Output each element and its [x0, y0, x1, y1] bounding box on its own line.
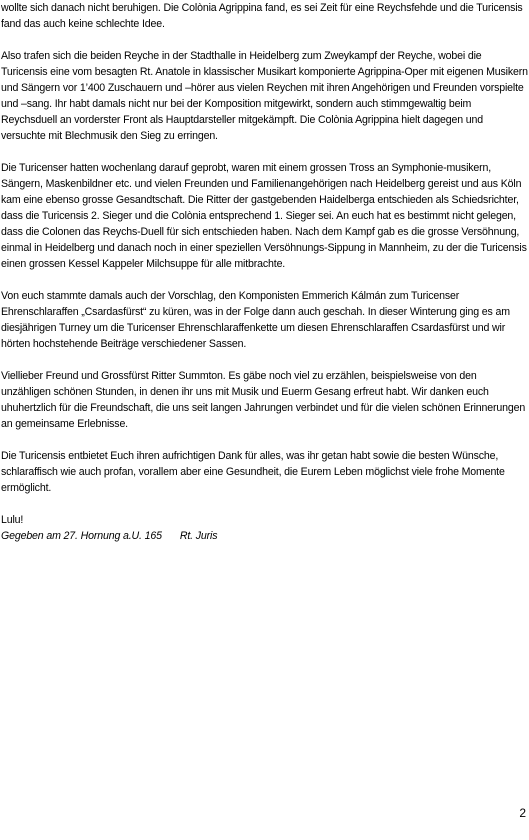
page-number: 2: [519, 806, 526, 820]
paragraph-reychsfehde: wollte sich danach nicht beruhigen. Die Colònia Agrippina fand, es sei Zeit für eine Reychsfehde und die Turicensis fand das auch keine schlechte Idee.: [1, 2, 523, 30]
paragraph-dank: Die Turicensis entbietet Euch ihren aufrichtigen Dank für alles, was ihr getan habt sowie die besten Wünsche, schlaraffisch wie auch profan, vorallem aber eine Gesundheit, die Eurem Leben möglichst viele frohe Momente ermöglicht.: [1, 450, 505, 494]
paragraph-freundschaft: Viellieber Freund und Grossfürst Ritter Summton. Es gäbe noch viel zu erzählen, beispielsweise von den unzähligen schönen Stunden, in denen ihr uns mit Musik und Euerm Gesang erfreut habt. Wir danken euch uhuhertzlich für die Freundschaft, die uns seit langen Jahrungen verbindet und für die vielen schönen Erinnerungen an gemeinsame Erlebnisse.: [1, 370, 526, 430]
closing-greeting: Lulu!: [1, 514, 24, 526]
paragraph-csardasfuerst: Von euch stammte damals auch der Vorschlag, den Komponisten Emmerich Kálmán zum Turicenser Ehrenschlaraffen „Csardasfürst“ zu küren, was in der Folge dann auch geschah. In dieser Winterung ging es am diesjährigen Turney um die Turicenser Ehrenschlaraffenkette um diesen Ehrenschlaraffen Csardasfürst und wir hörten hochstehende Beiträge verschiedener Sassen.: [1, 290, 510, 350]
signature-name: Rt. Juris: [179, 530, 218, 542]
paragraph-zweykampf: Also trafen sich die beiden Reyche in der Stadthalle in Heidelberg zum Zweykampf der Reyche, wobei die Turicensis eine vom besagten Rt. Anatole in klassischer Musikart komponierte Agrippina-Oper mit eigenen Musikern und Sängern vor 1’400 Zuschauern und –hörer aus vielen Reychen mit ihren Angehörigen und Freunden vorspielte und –sang. Ihr habt damals nicht nur bei der Komposition mitgewirkt, sondern auch stimmgewaltig beim Reychsduell an vorderster Front als Hauptdarsteller mitgekämpft. Die Colònia Agrippina hielt dagegen und versuchte mit Blechmusik den Sieg zu erringen.: [1, 50, 528, 142]
signature-date: Gegeben am 27. Hornung a.U. 165: [1, 530, 162, 542]
letter-body: [1, 0, 528, 560]
signature-line: [1, 528, 528, 544]
paragraph-reychs-duell: Die Turicenser hatten wochenlang darauf geprobt, waren mit einem grossen Tross an Symphonie-musikern, Sängern, Maskenbildner etc. und vielen Freunden und Familienangehörigen nach Heidelberg gereist und aus Köln kam eine ebenso grosse Gesandtschaft. Die Ritter der gastgebenden Haidelberga entschieden als Schiedsrichter, dass die Turicensis 2. Sieger und die Colònia entsprechend 1. Sieger sei. An euch hat es bestimmt nicht gelegen, dass die Colonen das Reychs-Duell für sich entschieden haben. Nach dem Kampf gab es die grosse Versöhnung, einmal in Heidelberg und danach noch in einer speziellen Versöhnungs-Sippung in Mannheim, zu der die Turicensis einen grossen Kessel Kappeler Milchsuppe für alle mitbrachte.: [1, 162, 527, 270]
